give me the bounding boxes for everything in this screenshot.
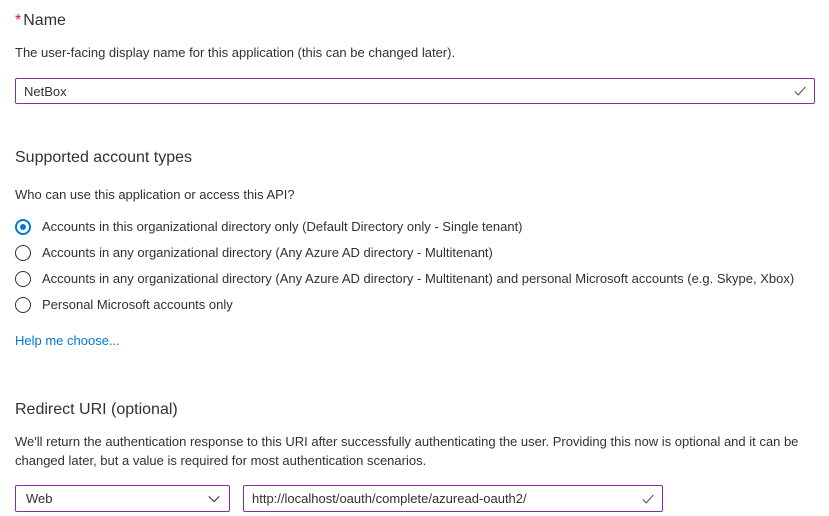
radio-option-multitenant-personal[interactable] bbox=[15, 266, 814, 292]
valid-check-icon bbox=[641, 492, 655, 506]
radio-option-single-tenant[interactable] bbox=[15, 214, 814, 240]
redirect-uri-input[interactable] bbox=[243, 485, 663, 512]
name-title-text: Name bbox=[23, 12, 66, 29]
radio-option-personal-only[interactable] bbox=[15, 292, 814, 318]
name-description: The user-facing display name for this application (this can be changed later). bbox=[15, 45, 456, 60]
radio-option-label: Accounts in any organizational directory (Any Azure AD directory - Multitenant) bbox=[42, 245, 493, 260]
account-types-radio-group bbox=[15, 214, 814, 318]
required-asterisk: * bbox=[15, 12, 22, 29]
uri-input-wrap bbox=[243, 485, 663, 512]
name-input[interactable] bbox=[15, 78, 815, 104]
account-types-question: Who can use this application or access this API? bbox=[15, 187, 295, 202]
account-types-title: Supported account types bbox=[15, 149, 193, 166]
redirect-uri-description: We'll return the authentication response to this URI after successfully authenticating the user. Providing this now is optional and it can be changed later, but a value is required for most authentication scenarios. bbox=[15, 434, 799, 468]
radio-unselected-icon[interactable] bbox=[15, 297, 31, 313]
radio-unselected-icon[interactable] bbox=[15, 245, 31, 261]
valid-check-icon bbox=[793, 84, 807, 98]
radio-option-label: Personal Microsoft accounts only bbox=[42, 297, 233, 312]
radio-option-multitenant[interactable] bbox=[15, 240, 814, 266]
radio-option-label: Accounts in any organizational directory (Any Azure AD directory - Multitenant) and personal Microsoft accounts (e.g. Skype, Xbox) bbox=[42, 271, 795, 286]
redirect-uri-row bbox=[15, 485, 814, 512]
name-section-title bbox=[15, 10, 814, 31]
platform-select-wrap bbox=[15, 485, 230, 512]
help-me-choose-link[interactable]: Help me choose... bbox=[15, 333, 120, 348]
name-input-wrap bbox=[15, 78, 815, 104]
redirect-uri-title: Redirect URI (optional) bbox=[15, 401, 178, 418]
radio-option-label: Accounts in this organizational directory only (Default Directory only - Single tenant) bbox=[42, 219, 523, 234]
platform-select[interactable]: Web bbox=[15, 485, 230, 512]
radio-selected-icon[interactable] bbox=[15, 219, 31, 235]
radio-unselected-icon[interactable] bbox=[15, 271, 31, 287]
